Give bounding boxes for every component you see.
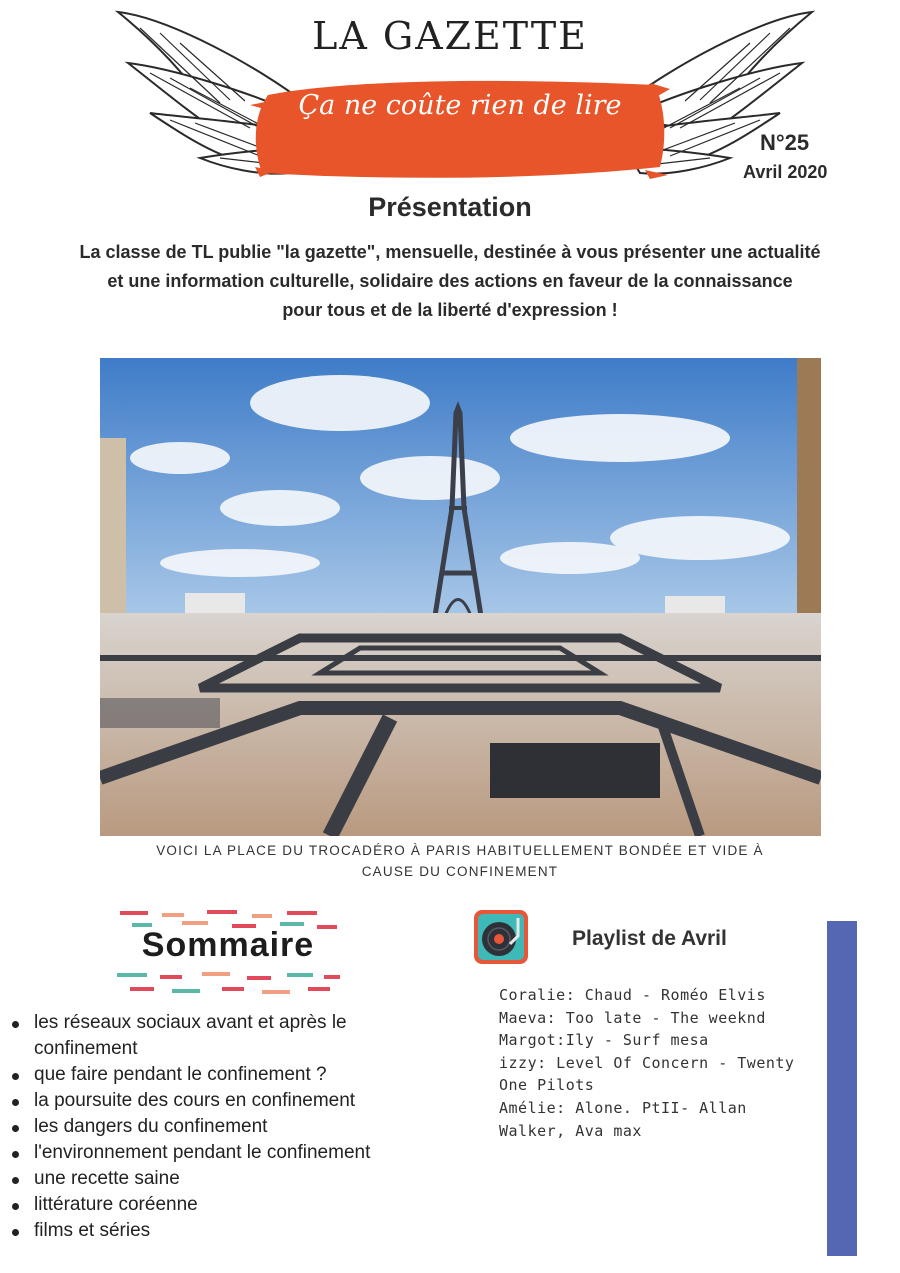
photo-caption-line: CAUSE DU CONFINEMENT: [361, 864, 559, 879]
sommaire-title: Sommaire: [141, 926, 315, 964]
sommaire-item: [8, 1166, 468, 1192]
sommaire-item-text: une recette saine: [34, 1168, 180, 1189]
photo-caption: [120, 840, 800, 882]
turntable-icon: [472, 908, 530, 966]
bullet-icon: [12, 1073, 19, 1080]
playlist-line: Amélie: Alone. PtII- Allan: [499, 1098, 747, 1117]
playlist-line: izzy: Level Of Concern - Twenty: [499, 1053, 795, 1072]
sommaire-item-text: les dangers du confinement: [34, 1116, 268, 1137]
playlist-line: One Pilots: [499, 1076, 595, 1095]
sommaire-item-text: que faire pendant le confinement ?: [34, 1064, 327, 1085]
issue-date: Avril 2020: [743, 162, 828, 182]
playlist-title: Playlist de Avril: [572, 927, 727, 950]
sommaire-item: [8, 1088, 468, 1114]
photo-caption-line: VOICI LA PLACE DU TROCADÉRO À PARIS HABITUELLEMENT BONDÉE ET VIDE À: [156, 843, 764, 858]
presentation-text: [55, 238, 845, 325]
sommaire-item: [8, 1114, 468, 1140]
sommaire-item-text: littérature coréenne: [34, 1194, 198, 1215]
presentation-line: et une information culturelle, solidaire des actions en faveur de la connaissance: [107, 271, 793, 291]
playlist-line: Margot:Ily - Surf mesa: [499, 1031, 709, 1050]
playlist-line: Maeva: Too late - The weeknd: [499, 1008, 766, 1027]
decorative-side-bar: [827, 921, 857, 1256]
slogan-text: Ça ne coûte rien de lire: [298, 90, 622, 121]
presentation-line: pour tous et de la liberté d'expression !: [282, 300, 618, 320]
bullet-icon: [12, 1203, 19, 1210]
trocadero-photo: [100, 358, 821, 836]
playlist-line: Walker, Ava max: [499, 1121, 642, 1140]
sommaire-item-text: l'environnement pendant le confinement: [34, 1142, 371, 1163]
presentation-line: La classe de TL publie "la gazette", mensuelle, destinée à vous présenter une actualité: [79, 242, 821, 262]
bullet-icon: [12, 1229, 19, 1236]
sommaire-item: [8, 1192, 468, 1218]
sommaire-item: [8, 1140, 468, 1166]
issue-number: N°25: [760, 130, 810, 155]
bullet-icon: [12, 1151, 19, 1158]
newspaper-title: LA GAZETTE: [312, 14, 588, 58]
sommaire-item-text: confinement: [34, 1038, 138, 1059]
bullet-icon: [12, 1021, 19, 1028]
sommaire-item: [8, 1062, 468, 1088]
bullet-icon: [12, 1099, 19, 1106]
presentation-title: Présentation: [368, 192, 532, 222]
bullet-icon: [12, 1177, 19, 1184]
bullet-icon: [12, 1125, 19, 1132]
sommaire-item-text: les réseaux sociaux avant et après le: [34, 1012, 347, 1033]
sommaire-item-text: la poursuite des cours en confinement: [34, 1090, 356, 1111]
sommaire-item: [8, 1218, 468, 1244]
sommaire-item-text: films et séries: [34, 1220, 151, 1241]
playlist-line: Coralie: Chaud - Roméo Elvis: [499, 986, 766, 1004]
sommaire-item: [8, 1010, 468, 1062]
sommaire-list: [8, 1010, 468, 1244]
playlist-list: [499, 984, 809, 1142]
